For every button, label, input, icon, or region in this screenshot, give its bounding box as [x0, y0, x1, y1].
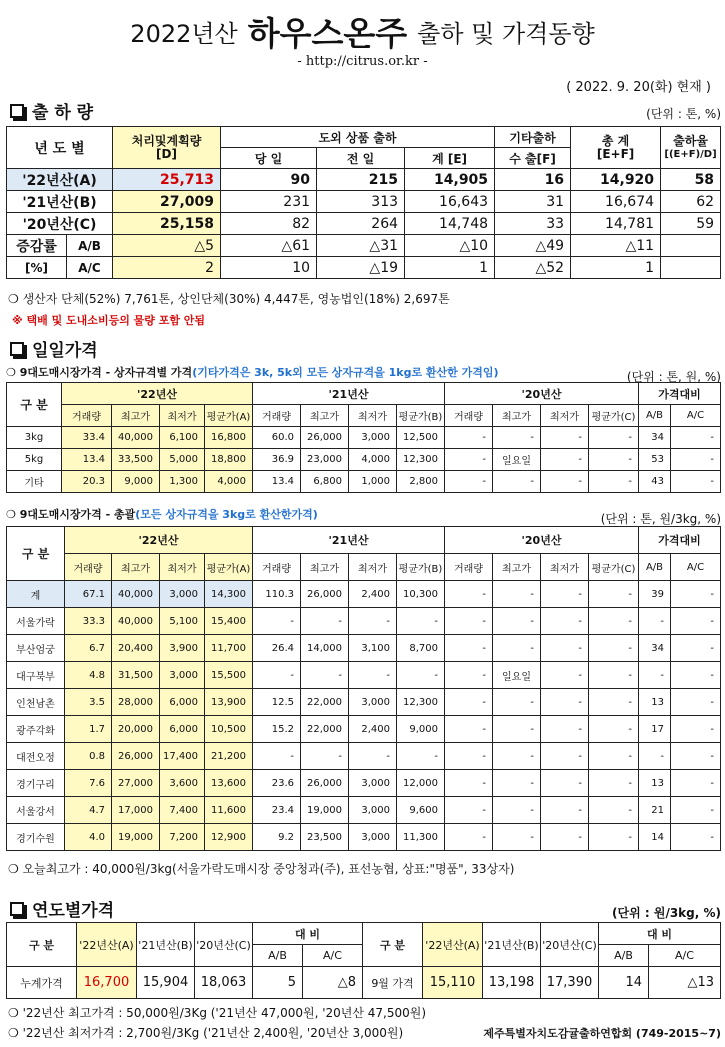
- table-cell: 15,400: [205, 608, 253, 635]
- table-cell: 4,000: [349, 449, 397, 471]
- circle-bullet-icon: ❍: [6, 508, 20, 521]
- table-cell: -: [445, 635, 493, 662]
- section-title: 출 하 량: [32, 103, 94, 123]
- table-cell: -: [445, 824, 493, 851]
- table-cell: 4,000: [205, 471, 253, 493]
- table-row: [7, 471, 721, 493]
- table-cell: -: [671, 471, 721, 493]
- table-cell: 17,000: [112, 797, 160, 824]
- table-cell: 5,000: [160, 449, 205, 471]
- hdr-rate: 출하율 [(E+F)/D]: [661, 127, 721, 169]
- hdr-today: 당 일: [221, 148, 317, 169]
- table-row: [7, 635, 721, 662]
- row-label: 3kg: [7, 427, 62, 449]
- table-cell: 3,000: [349, 770, 397, 797]
- table-cell: 13.4: [253, 471, 301, 493]
- row-label: 기타: [7, 471, 62, 493]
- table-cell: 12,000: [397, 770, 445, 797]
- table-cell: 6.7: [65, 635, 112, 662]
- table-cell: -: [445, 581, 493, 608]
- table-cell: -: [671, 716, 721, 743]
- table-cell: 23.4: [253, 797, 301, 824]
- table-cell: -: [397, 662, 445, 689]
- table-cell: 5,100: [160, 608, 205, 635]
- table-cell: -: [671, 608, 721, 635]
- hdr-total: 계 [E]: [405, 148, 495, 169]
- table-cell: 13,900: [205, 689, 253, 716]
- table-cell: -: [541, 743, 589, 770]
- table-cell: -: [253, 608, 301, 635]
- table-cell: 4.8: [65, 662, 112, 689]
- table-cell: 0.8: [65, 743, 112, 770]
- circle-bullet-icon: ❍: [6, 366, 20, 379]
- table-cell: 26,000: [301, 581, 349, 608]
- daily-sub2-unit: (단위 : 톤, 원/3kg, %): [600, 512, 721, 526]
- table-cell: -: [589, 743, 639, 770]
- yearly-max-note: ❍ '22년산 최고가격 : 50,000원/3Kg ('21년산 47,000원, '20년산 47,500원): [8, 1006, 427, 1020]
- table-cell: -: [671, 824, 721, 851]
- table-cell: -: [589, 770, 639, 797]
- table-cell: -: [589, 608, 639, 635]
- table-cell: -: [445, 608, 493, 635]
- table-cell: 33.4: [62, 427, 112, 449]
- table-cell: -: [589, 716, 639, 743]
- table-row: [7, 662, 721, 689]
- table-row: 누계가격 16,700 15,904 18,063 5 △8 9월 가격 15,110 13,198 17,390 14 △13: [7, 967, 721, 999]
- table-cell: -: [493, 471, 541, 493]
- table-cell: 33.3: [65, 608, 112, 635]
- table-cell: -: [445, 770, 493, 797]
- table-cell: 16,800: [205, 427, 253, 449]
- daily-sub1-unit: (단위 : 톤, 원, %): [626, 370, 721, 384]
- table-cell: 6,000: [160, 716, 205, 743]
- table-cell: 43: [639, 471, 671, 493]
- table-cell: 11,700: [205, 635, 253, 662]
- table-cell: 20.3: [62, 471, 112, 493]
- table-cell: -: [493, 824, 541, 851]
- table-cell: 7,400: [160, 797, 205, 824]
- table-cell: 22,000: [301, 689, 349, 716]
- table-cell: -: [445, 797, 493, 824]
- table-cell: -: [493, 581, 541, 608]
- table-row: 증감률 A/B △5 △61 △31 △10 △49 △11: [7, 235, 721, 257]
- today-max-note: ❍ 오늘최고가 : 40,000원/3kg(서울가락도매시장 중앙청과(주), 표선농협, 상표:"명품", 33상자): [8, 862, 515, 876]
- table-cell: -: [541, 449, 589, 471]
- table-cell: -: [639, 743, 671, 770]
- table-cell: 3,000: [349, 689, 397, 716]
- table-cell: 14: [639, 824, 671, 851]
- circle-bullet-icon: ❍: [8, 1006, 23, 1020]
- table-cell: 13: [639, 689, 671, 716]
- table-row: '21년산(B) 27,009 231 313 16,643 31 16,674 62: [7, 191, 721, 213]
- table-cell: 3,100: [349, 635, 397, 662]
- exclusion-note: ※ 택배 및 도내소비등의 물량 포함 안됨: [12, 314, 206, 327]
- table-cell: 13.4: [62, 449, 112, 471]
- table-cell: -: [671, 662, 721, 689]
- circle-bullet-icon: ❍: [8, 862, 23, 876]
- table-cell: 3,000: [349, 824, 397, 851]
- table-row: [7, 689, 721, 716]
- table-cell: 11,300: [397, 824, 445, 851]
- table-cell: 26.4: [253, 635, 301, 662]
- table-cell: 10,500: [205, 716, 253, 743]
- title-suffix: 출하 및 가격동향: [417, 20, 595, 48]
- table-cell: -: [541, 608, 589, 635]
- table-cell: -: [671, 581, 721, 608]
- table-row: [7, 743, 721, 770]
- table-cell: -: [445, 689, 493, 716]
- shipment-table: [6, 126, 721, 279]
- hdr-other-sub: 수 출[F]: [495, 148, 571, 169]
- table-cell: -: [541, 770, 589, 797]
- table-cell: 2,400: [349, 716, 397, 743]
- yearly-unit: (단위 : 원/3kg, %): [612, 906, 721, 920]
- producer-note: ❍ 생산자 단체(52%) 7,761톤, 상인단체(30%) 4,447톤, 영농법인(18%) 2,697톤: [8, 292, 450, 306]
- title-prefix: 2022년산: [130, 20, 238, 48]
- table-cell: 18,800: [205, 449, 253, 471]
- hdr-prev: 전 일: [317, 148, 405, 169]
- row-label: 부산엄궁: [7, 635, 65, 662]
- section-title: 연도별가격: [32, 901, 115, 921]
- table-row: '20년산(C) 25,158 82 264 14,748 33 14,781 59: [7, 213, 721, 235]
- table-cell: 일요일: [493, 662, 541, 689]
- table-cell: -: [541, 581, 589, 608]
- table-row: [7, 797, 721, 824]
- table-cell: -: [445, 449, 493, 471]
- table-cell: -: [671, 449, 721, 471]
- hdr-sum: 총 계 [E+F]: [571, 127, 661, 169]
- table-cell: -: [589, 797, 639, 824]
- hdr-domestic: 도외 상품 출하: [221, 127, 495, 148]
- table-cell: 6,000: [160, 689, 205, 716]
- checkbox-section-icon: [10, 902, 24, 916]
- table-cell: -: [493, 797, 541, 824]
- table-cell: 9,000: [397, 716, 445, 743]
- table-cell: 26,000: [301, 427, 349, 449]
- table-cell: 26,000: [112, 743, 160, 770]
- table-cell: 21,200: [205, 743, 253, 770]
- table-cell: -: [589, 824, 639, 851]
- table-cell: 19,000: [301, 797, 349, 824]
- table-cell: 3.5: [65, 689, 112, 716]
- site-url: - http://citrus.or.kr -: [297, 54, 428, 69]
- table-cell: -: [541, 427, 589, 449]
- table-cell: 23,500: [301, 824, 349, 851]
- table-cell: 23,000: [301, 449, 349, 471]
- circle-bullet-icon: ❍: [8, 1026, 23, 1040]
- organization-name: 제주특별자치도감귤출하연합회 (749-2015~7): [483, 1027, 721, 1040]
- daily-sub2-title: ❍ 9대도매시장가격 - 총괄(모든 상자규격을 3kg로 환산한가격): [6, 508, 318, 521]
- table-cell: -: [493, 427, 541, 449]
- table-cell: 20,000: [112, 716, 160, 743]
- table-row: [7, 716, 721, 743]
- table-cell: 13,600: [205, 770, 253, 797]
- section-shipment-heading: [10, 98, 93, 123]
- yearly-price-table: 구 분 '22년산(A) '21년산(B) '20년산(C) 대 비 구 분 '22년산(A) '21년산(B) '20년산(C) 대 비 A/B A/C A/B A/C 누계가격 16,700 15,904 18,063 5 △8 9월 가격 15,110 13,198 17,390 14 △13: [6, 922, 721, 999]
- table-cell: 23.6: [253, 770, 301, 797]
- table-cell: 60.0: [253, 427, 301, 449]
- table-cell: -: [589, 471, 639, 493]
- table-cell: 2,800: [397, 471, 445, 493]
- row-label: 대구북부: [7, 662, 65, 689]
- table-cell: -: [639, 608, 671, 635]
- row-label: 경기구리: [7, 770, 65, 797]
- table-cell: 27,000: [112, 770, 160, 797]
- table-cell: 11,600: [205, 797, 253, 824]
- table-cell: -: [541, 824, 589, 851]
- table-cell: 67.1: [65, 581, 112, 608]
- table-cell: 4.0: [65, 824, 112, 851]
- table-cell: 1,000: [349, 471, 397, 493]
- table-cell: 14,000: [301, 635, 349, 662]
- market-summary-table: 구 분 '22년산 '21년산 '20년산 가격대비 거래량 최고가 최저가 평균가(A) 거래량 최고가 최저가 평균가(B) 거래량 최고가 최저가 평균가(C) A/B A/C 계 67.1 40,000 3,000 14,300 110.3 26,000 2,400 10,300 - - - - 39 - 서울가락 33.3 40,000 5,100 15,400 - - - - - - - - - - 부산엄궁 6.7 20,400 3,900 11,700 26.4 14,000 3,100 8,700 - - - - 34 - 대구북부 4.8 31,500 3,000 15,500 - - - - - 일요일 - - - - 인천남촌 3.5 28,000 6,000 13,900 12.5 22,000 3,000 12,300 - - - - 13 - 광주각화 1.7 20,000 6,000 10,500 15.2 22,000 2,400 9,000 - - - - 17 - 대전오정 0.8 26,000 17,400 21,200 - - - - - - - - - - 경기구리 7.6 27,000 3,600 13,600 23.6 26,000 3,000 12,000 - - - - 13 - 서울강서 4.7 17,000 7,400 11,600 23.4 19,000 3,000 9,600 - - - - 21 - 경기수원 4.0 19,000 7,200 12,900 9.2 23,500 3,000 11,300 - - - - 14 -: [6, 526, 721, 851]
- table-cell: -: [671, 743, 721, 770]
- table-cell: -: [397, 743, 445, 770]
- table-cell: 13: [639, 770, 671, 797]
- table-cell: -: [589, 427, 639, 449]
- table-cell: 3,900: [160, 635, 205, 662]
- table-cell: -: [493, 635, 541, 662]
- table-cell: 40,000: [112, 427, 160, 449]
- table-cell: -: [445, 471, 493, 493]
- table-cell: -: [493, 608, 541, 635]
- table-cell: 1.7: [65, 716, 112, 743]
- table-cell: 9,600: [397, 797, 445, 824]
- table-cell: 12,500: [397, 427, 445, 449]
- table-cell: 26,000: [301, 770, 349, 797]
- table-cell: 1,300: [160, 471, 205, 493]
- report-date: ( 2022. 9. 20(화) 현재 ): [566, 80, 711, 95]
- table-cell: 22,000: [301, 716, 349, 743]
- table-cell: 31,500: [112, 662, 160, 689]
- table-cell: -: [541, 635, 589, 662]
- table-cell: -: [301, 662, 349, 689]
- table-cell: -: [671, 797, 721, 824]
- row-label: 계: [7, 581, 65, 608]
- table-row: [%] A/C 2 10 △19 1 △52 1: [7, 257, 721, 279]
- table-cell: 33,500: [112, 449, 160, 471]
- table-cell: -: [589, 662, 639, 689]
- table-cell: 39: [639, 581, 671, 608]
- table-cell: 12,900: [205, 824, 253, 851]
- table-cell: -: [445, 743, 493, 770]
- table-row: [7, 770, 721, 797]
- table-cell: -: [589, 635, 639, 662]
- table-row: [7, 449, 721, 471]
- table-cell: -: [541, 662, 589, 689]
- table-cell: -: [349, 608, 397, 635]
- table-cell: 4.7: [65, 797, 112, 824]
- row-label: 광주각화: [7, 716, 65, 743]
- table-cell: 21: [639, 797, 671, 824]
- table-row: [7, 427, 721, 449]
- daily-sub1-title: ❍ 9대도매시장가격 - 상자규격별 가격(기타가격은 3k, 5k외 모든 상자규격을 1kg로 환산한 가격임): [6, 366, 499, 379]
- table-cell: 12,300: [397, 689, 445, 716]
- table-cell: 110.3: [253, 581, 301, 608]
- table-cell: 12.5: [253, 689, 301, 716]
- row-label: 서울강서: [7, 797, 65, 824]
- table-cell: 40,000: [112, 581, 160, 608]
- table-cell: 2,400: [349, 581, 397, 608]
- table-cell: -: [349, 743, 397, 770]
- title-main: 하우스온주: [247, 14, 408, 53]
- checkbox-section-icon: [10, 104, 24, 118]
- circle-bullet-icon: ❍: [8, 292, 23, 306]
- table-cell: 34: [639, 635, 671, 662]
- table-row: [7, 608, 721, 635]
- yearly-min-note: ❍ '22년산 최저가격 : 2,700원/3Kg ('21년산 2,400원, '20년산 3,000원): [8, 1026, 404, 1040]
- hdr-year: 년 도 별: [7, 127, 113, 169]
- table-cell: 6,800: [301, 471, 349, 493]
- table-row: [7, 824, 721, 851]
- table-cell: -: [493, 770, 541, 797]
- row-label: 5kg: [7, 449, 62, 471]
- row-label: 인천남촌: [7, 689, 65, 716]
- table-cell: -: [445, 716, 493, 743]
- table-cell: -: [541, 797, 589, 824]
- table-cell: -: [589, 689, 639, 716]
- table-cell: -: [671, 635, 721, 662]
- table-cell: 40,000: [112, 608, 160, 635]
- table-row: '22년산(A) 25,713 90 215 14,905 16 14,920 58: [7, 169, 721, 191]
- table-cell: -: [639, 662, 671, 689]
- table-cell: -: [541, 471, 589, 493]
- shipment-unit: (단위 : 톤, %): [646, 107, 721, 121]
- table-cell: 34: [639, 427, 671, 449]
- table-cell: -: [589, 581, 639, 608]
- box-size-price-table: 구 분 '22년산 '21년산 '20년산 가격대비 거래량 최고가 최저가 평균가(A) 거래량 최고가 최저가 평균가(B) 거래량 최고가 최저가 평균가(C) A/B A/C 3kg 33.4 40,000 6,100 16,800 60.0 26,000 3,000 12,500 - - - - 34 - 5kg 13.4 33,500 5,000 18,800 36.9 23,000 4,000 12,300 - 일요일 - - 53 - 기타 20.3 9,000 1,300 4,000 13.4 6,800 1,000 2,800 - - - - 43 -: [6, 382, 721, 493]
- table-cell: -: [301, 743, 349, 770]
- table-cell: -: [541, 689, 589, 716]
- table-cell: -: [253, 662, 301, 689]
- table-cell: 10,300: [397, 581, 445, 608]
- table-cell: 3,000: [160, 662, 205, 689]
- table-cell: 15,500: [205, 662, 253, 689]
- table-cell: -: [493, 743, 541, 770]
- table-cell: 15.2: [253, 716, 301, 743]
- table-cell: 9,000: [112, 471, 160, 493]
- table-cell: 17: [639, 716, 671, 743]
- table-cell: -: [671, 689, 721, 716]
- table-cell: -: [493, 689, 541, 716]
- table-cell: 3,600: [160, 770, 205, 797]
- table-cell: -: [349, 662, 397, 689]
- checkbox-section-icon: [10, 342, 24, 356]
- table-cell: 28,000: [112, 689, 160, 716]
- table-cell: -: [445, 427, 493, 449]
- table-cell: 12,300: [397, 449, 445, 471]
- hdr-other: 기타출하: [495, 127, 571, 148]
- table-cell: -: [541, 716, 589, 743]
- page-title: [0, 8, 725, 55]
- table-cell: 53: [639, 449, 671, 471]
- table-cell: 20,400: [112, 635, 160, 662]
- table-cell: 3,000: [160, 581, 205, 608]
- table-cell: 7,200: [160, 824, 205, 851]
- table-row: [7, 581, 721, 608]
- table-cell: -: [253, 743, 301, 770]
- table-cell: -: [445, 662, 493, 689]
- hdr-processed: 처리및계획량 [D]: [113, 127, 221, 169]
- table-cell: -: [493, 716, 541, 743]
- row-label: 경기수원: [7, 824, 65, 851]
- table-cell: -: [589, 449, 639, 471]
- section-yearly-heading: [10, 896, 114, 921]
- table-cell: 3,000: [349, 427, 397, 449]
- table-cell: 6,100: [160, 427, 205, 449]
- table-cell: 9.2: [253, 824, 301, 851]
- section-title: 일일가격: [32, 341, 98, 361]
- table-cell: -: [671, 770, 721, 797]
- table-cell: 3,000: [349, 797, 397, 824]
- row-label: 서울가락: [7, 608, 65, 635]
- table-cell: 일요일: [493, 449, 541, 471]
- table-cell: 19,000: [112, 824, 160, 851]
- table-cell: -: [671, 427, 721, 449]
- table-cell: 7.6: [65, 770, 112, 797]
- table-cell: 36.9: [253, 449, 301, 471]
- table-cell: -: [301, 608, 349, 635]
- table-cell: 17,400: [160, 743, 205, 770]
- table-cell: 14,300: [205, 581, 253, 608]
- row-label: 대전오정: [7, 743, 65, 770]
- table-cell: 8,700: [397, 635, 445, 662]
- section-daily-heading: [10, 336, 98, 361]
- table-cell: -: [397, 608, 445, 635]
